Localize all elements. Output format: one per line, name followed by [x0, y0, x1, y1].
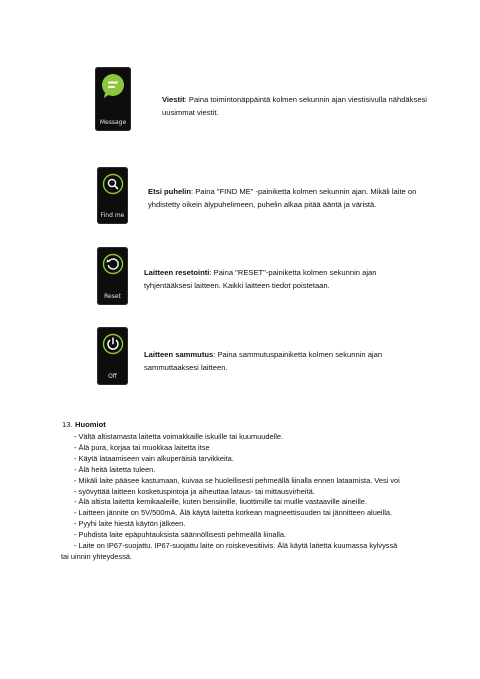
list-item-continuation [61, 551, 444, 563]
list-item: - Vältä altistamasta laitetta voimakkaille iskuille tai kuumuudelle. [74, 432, 284, 441]
feature-description [148, 185, 440, 211]
continuation-text: tai uinnin yhteydessä. [61, 551, 133, 561]
reset-arrow-icon [102, 253, 124, 275]
list-item: - Puhdista laite epäpuhtauksista säännöllisesti pehmeällä liinalla. [74, 530, 286, 540]
list-item: - Mikäli laite pääsee kastumaan, kuivaa se huolellisesti pehmeällä liinalla ennen lataamista. Vesi voi [74, 475, 400, 485]
feature-title: Etsi puhelin [148, 187, 192, 196]
feature-title: Viestit [162, 95, 185, 104]
message-bubble-icon [100, 73, 126, 99]
reset-tile [97, 247, 128, 305]
feature-text: : Paina "RESET"-painiketta kolmen sekunnin ajan tyhjentääksesi laitteen. Kaikki laitteen tiedot poistetaan. [144, 268, 377, 290]
feature-description [144, 266, 409, 292]
feature-title: Laitteen resetointi [144, 268, 210, 277]
list-item: - Laitteen jännite on 5V/500mA. Älä käytä laitetta korkean magneettisuuden tai jännitteen alueilla. [74, 508, 393, 518]
tile-label: Find me [100, 212, 125, 219]
list-item: - Laite on IP67-suojattu. IP67-suojattu laite on roiskevesitiivis. Älä käytä laitetta kuumassa kylvyssä [74, 541, 398, 551]
feature-description [162, 93, 432, 119]
tile-label: Off [108, 373, 117, 380]
feature-text: : Paina "FIND ME" -painiketta kolmen sekunnin ajan. Mikäli laite on yhdistetty oikein älypuhelimeen, puhelin alkaa pitää ääntä ja väristä. [148, 187, 417, 209]
tile-label: Message [99, 119, 127, 126]
feature-text: : Paina sammutuspainiketta kolmen sekunnin ajan sammuttaaksesi laitteen. [144, 350, 383, 372]
notes-list [61, 432, 444, 563]
message-tile [95, 67, 131, 131]
feature-description [144, 348, 409, 374]
list-item: - Älä pura, korjaa tai muokkaa laitetta itse [74, 442, 210, 452]
find-me-tile [97, 167, 128, 224]
tile-label: Reset [104, 293, 121, 300]
off-tile [97, 327, 128, 385]
feature-text: : Paina toimintonäppäintä kolmen sekunnin ajan viestisivulla nähdäksesi uusimmat viestit. [162, 95, 427, 117]
section-title: Huomiot [75, 420, 106, 429]
list-item: - Käytä lataamiseen vain alkuperäisiä tarvikkeita. [74, 453, 234, 463]
list-item: - Älä altista laitetta kemikaaleille, kuten bensiinille, liuottimille tai muille vastaaville aineille. [74, 497, 367, 507]
feature-title: Laitteen sammutus [144, 350, 214, 359]
section-number: 13. [62, 420, 73, 429]
list-item: - Pyyhi laite hiestä käytön jälkeen. [74, 519, 186, 529]
power-icon [102, 333, 124, 355]
list-item: - Älä heitä laitetta tuleen. [74, 464, 156, 474]
magnifier-icon [102, 173, 124, 195]
list-item: - syövyttää laitteen kosketuspintoja ja aiheuttaa lataus- tai mittausvirheitä. [74, 486, 315, 496]
section-heading [62, 419, 106, 430]
